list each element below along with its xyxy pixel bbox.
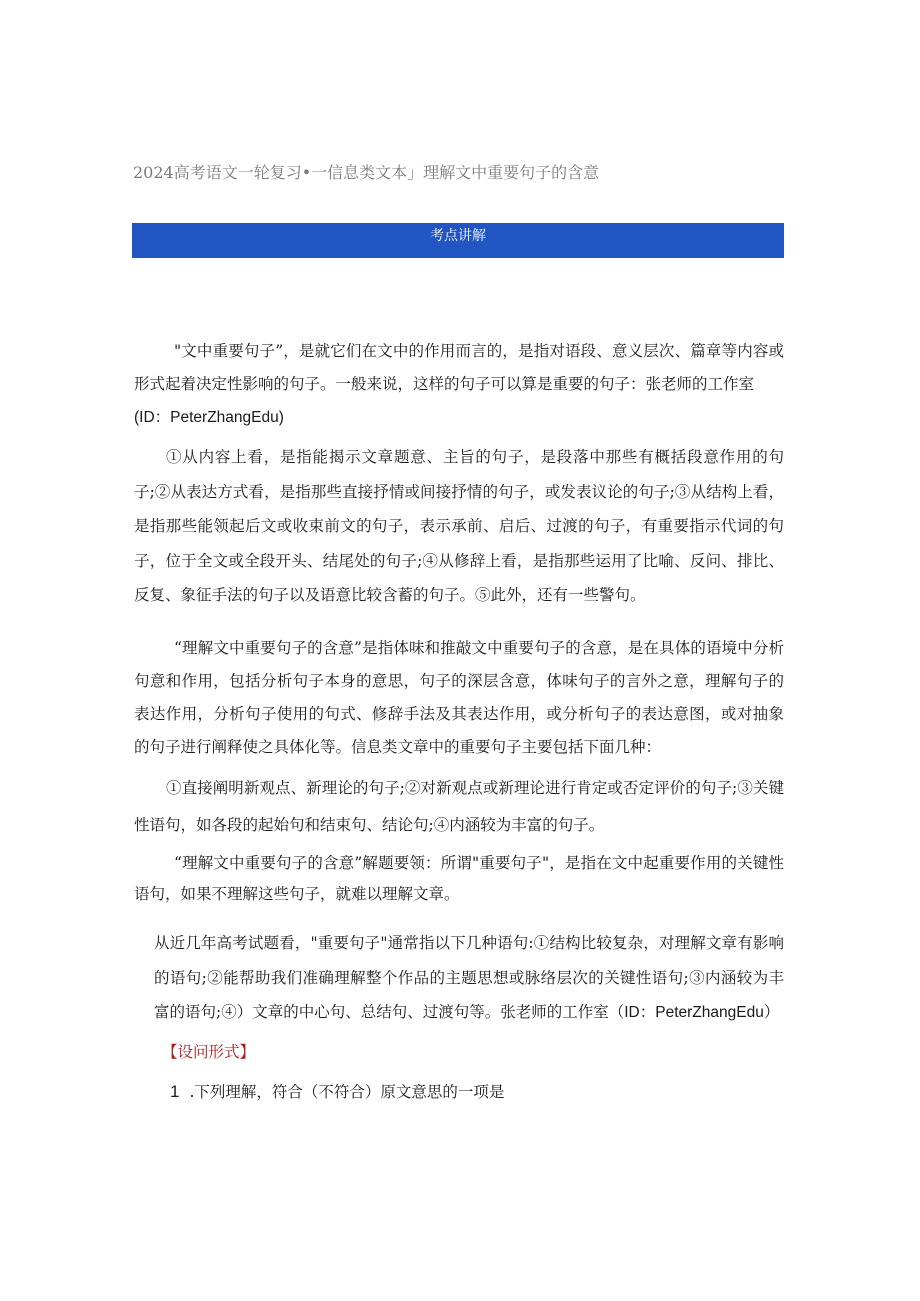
paragraph-categories: ①从内容上看，是指能揭示文章题意、主旨的句子，是段落中那些有概括段意作用的句子;②从表达方式看，是指那些直接抒情或间接抒情的句子，或发表议论的句子;③从结构上看，是指那些能领起后文或收束前文的句子，表示承前、启后、过渡的句子，有重要指示代词的句子，位于全文或全段开头、结尾处的句子;④从修辞上看，是指那些运用了比喻、反问、排比、反复、象征手法的句子以及语意比较含蓄的句子。⑤此外，还有一些警句。 xyxy=(134,448,784,604)
question-item xyxy=(170,1080,504,1102)
paragraph-exam-trends-text: 从近几年高考试题看，"重要句子"通常指以下几种语句:①结构比较复杂，对理解文章有影响的语句;②能帮助我们准确理解整个作品的主题思想或脉络层次的关键性语句;③内涵较为丰富的语句;④）文章的中心句、总结句、过渡句等。张老师的工作室（ xyxy=(154,934,784,1021)
section-banner-label: 考点讲解 xyxy=(430,228,486,244)
paragraph-key-points: “理解文中重要句子的含意”解题要领：所谓"重要句子"，是指在文中起重要作用的关键性语句，如果不理解这些句子，就难以理解文章。 xyxy=(134,854,784,903)
paragraph-sentence-types: ①直接阐明新观点、新理论的句子;②对新观点或新理论进行肯定或否定评价的句子;③关键性语句，如各段的起始句和结束句、结论句;④内涵较为丰富的句子。 xyxy=(134,779,784,834)
document-title: 2024高考语文一轮复习•一信息类文本」理解文中重要句子的含意 xyxy=(133,163,600,182)
paragraph-definition-text: "文中重要句子”，是就它们在文中的作用而言的，是指对语段、意义层次、篇章等内容或形式起着决定性影响的句子。一般来说，这样的句子可以算是重要的句子：张老师的工作室 xyxy=(134,342,784,393)
question-form-heading: 【设问形式】 xyxy=(162,1043,256,1061)
paragraph-definition xyxy=(134,335,784,434)
paragraph-exam-trends xyxy=(154,926,784,1031)
paragraph-meaning: “理解文中重要句子的含意”是指体味和推敲文中重要句子的含意，是在具体的语境中分析句意和作用，包括分析句子本身的意思，句子的深层含意，体味句子的言外之意，理解句子的表达作用，分析句子使用的句式、修辞手法及其表达作用，或分析句子的表达意图，或对抽象的句子进行阐释使之具体化等。信息类文章中的重要句子主要包括下面几种： xyxy=(134,639,784,756)
section-banner xyxy=(132,223,784,258)
question-text: .下列理解，符合（不符合）原文意思的一项是 xyxy=(189,1083,505,1101)
closing-paren: ） xyxy=(763,1003,780,1021)
studio-id-inline: ID：PeterZhangEdu xyxy=(624,1004,764,1021)
question-number: 1 xyxy=(170,1082,180,1101)
studio-id: (ID：PeterZhangEdu) xyxy=(134,409,284,426)
